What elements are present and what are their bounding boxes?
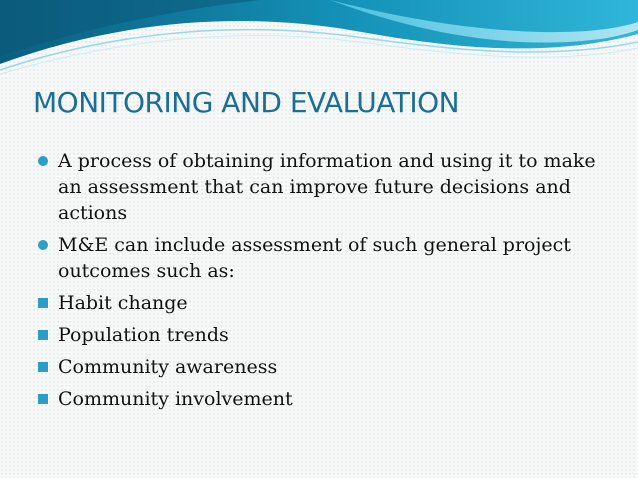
bullet-text: A process of obtaining information and using it to make an assessment that can improve future decisions and actions (58, 150, 596, 224)
circle-bullet-icon (38, 156, 48, 166)
circle-bullet-icon (38, 240, 48, 250)
bullet-text: M&E can include assessment of such general project outcomes such as: (58, 234, 571, 282)
square-bullet-icon (38, 298, 48, 308)
bullet-text: Community involvement (58, 388, 293, 410)
header-wave-banner (0, 0, 638, 80)
square-bullet-icon (38, 330, 48, 340)
list-item (38, 232, 598, 284)
list-item (38, 354, 598, 380)
slide-title: MONITORING AND EVALUATION (33, 86, 460, 119)
list-item (38, 290, 598, 316)
list-item (38, 386, 598, 412)
bullet-text: Population trends (58, 324, 229, 346)
list-item (38, 148, 598, 226)
list-item (38, 322, 598, 348)
bullet-list (38, 148, 598, 418)
square-bullet-icon (38, 394, 48, 404)
bullet-text: Community awareness (58, 356, 278, 378)
bullet-text: Habit change (58, 292, 188, 314)
square-bullet-icon (38, 362, 48, 372)
